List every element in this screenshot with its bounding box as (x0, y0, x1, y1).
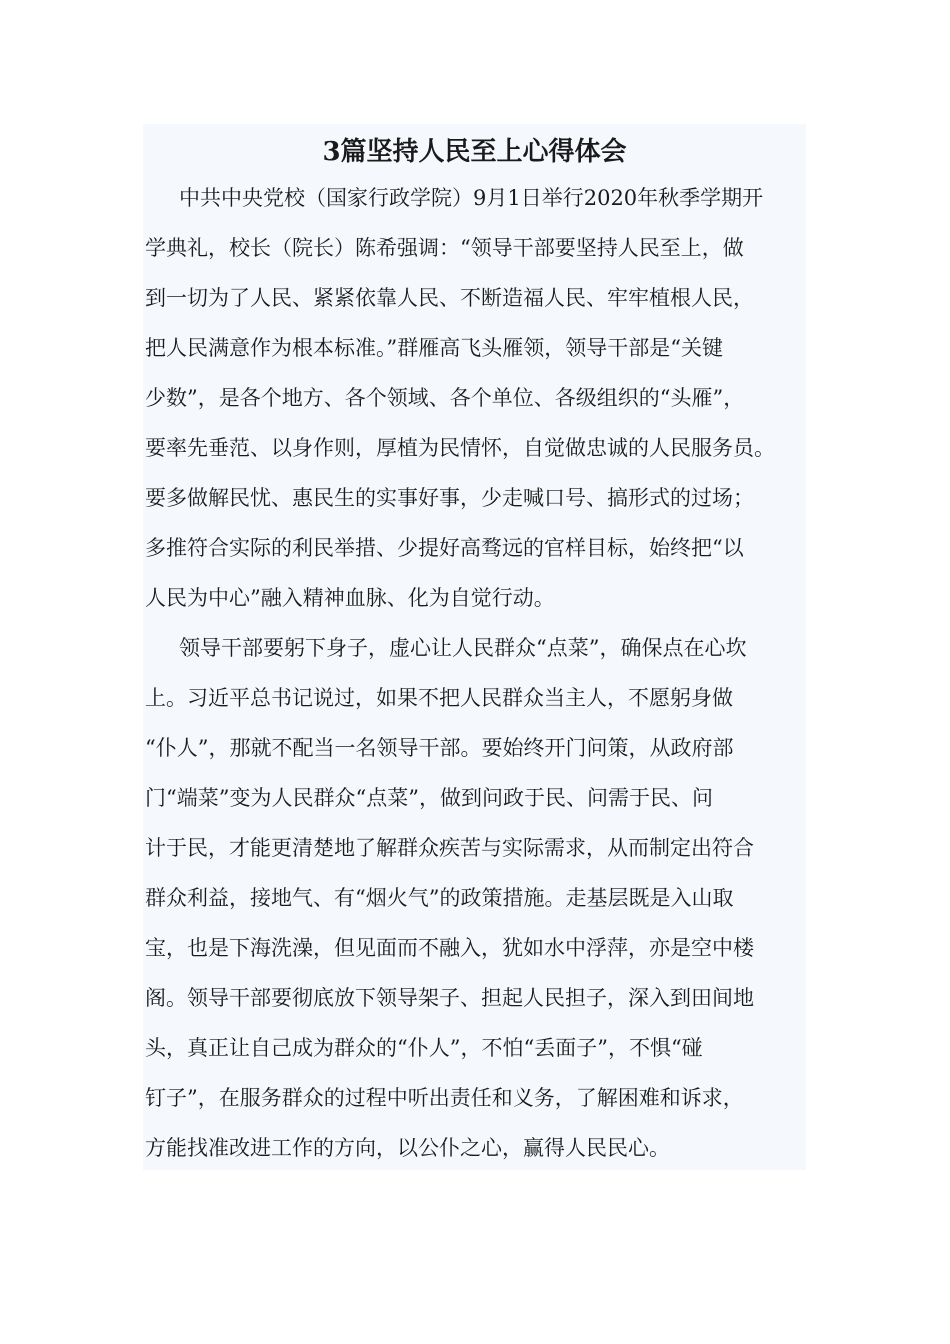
paragraph-2-line-4: 门“端菜”变为人民群众“点菜”，做到问政于民、问需于民、问 (145, 786, 713, 810)
paragraph-1-line-6: 要率先垂范、以身作则，厚植为民情怀，自觉做忠诚的人民服务员。 (145, 436, 775, 460)
paragraph-1-line-4: 把人民满意作为根本标准。”群雁高飞头雁领，领导干部是“关键 (145, 336, 723, 360)
paragraph-1-line-1: 中共中央党校（国家行政学院）9月1日举行2020年秋季学期开 (179, 186, 764, 210)
paragraph-1-line-7: 要多做解民忧、惠民生的实事好事，少走喊口号、搞形式的过场； (145, 486, 754, 510)
paragraph-1-line-2: 学典礼，校长（院长）陈希强调：“领导干部要坚持人民至上，做 (145, 236, 744, 260)
paragraph-1-line-8: 多推符合实际的利民举措、少提好高骛远的官样目标，始终把“以 (145, 536, 744, 560)
paragraph-2-line-11: 方能找准改进工作的方向，以公仆之心，赢得人民民心。 (145, 1136, 670, 1160)
paragraph-1-line-9: 人民为中心”融入精神血脉、化为自觉行动。 (145, 586, 555, 610)
document-title: 3篇坚持人民至上心得体会 (322, 137, 627, 167)
paragraph-2-line-1: 领导干部要躬下身子，虚心让人民群众“点菜”，确保点在心坎 (179, 636, 747, 660)
paragraph-1-line-3: 到一切为了人民、紧紧依靠人民、不断造福人民、牢牢植根人民， (145, 286, 754, 310)
paragraph-2-line-6: 群众利益，接地气、有“烟火气”的政策措施。走基层既是入山取 (145, 886, 734, 910)
paragraph-2-line-2: 上。习近平总书记说过，如果不把人民群众当主人，不愿躬身做 (145, 686, 733, 710)
paragraph-2-line-9: 头，真正让自己成为群众的“仆人”，不怕“丢面子”，不惧“碰 (145, 1036, 703, 1060)
paragraph-2-line-5: 计于民，才能更清楚地了解群众疾苦与实际需求，从而制定出符合 (145, 836, 754, 860)
paragraph-2-line-3: “仆人”，那就不配当一名领导干部。要始终开门问策，从政府部 (145, 736, 734, 760)
paragraph-2-line-7: 宝，也是下海洗澡，但见面而不融入，犹如水中浮萍，亦是空中楼 (145, 936, 754, 960)
paragraph-2-line-10: 钉子”，在服务群众的过程中听出责任和义务，了解困难和诉求， (145, 1086, 744, 1110)
paragraph-1-line-5: 少数”，是各个地方、各个领域、各个单位、各级组织的“头雁”， (145, 386, 745, 410)
paragraph-2-line-8: 阁。领导干部要彻底放下领导架子、担起人民担子，深入到田间地 (145, 986, 754, 1010)
